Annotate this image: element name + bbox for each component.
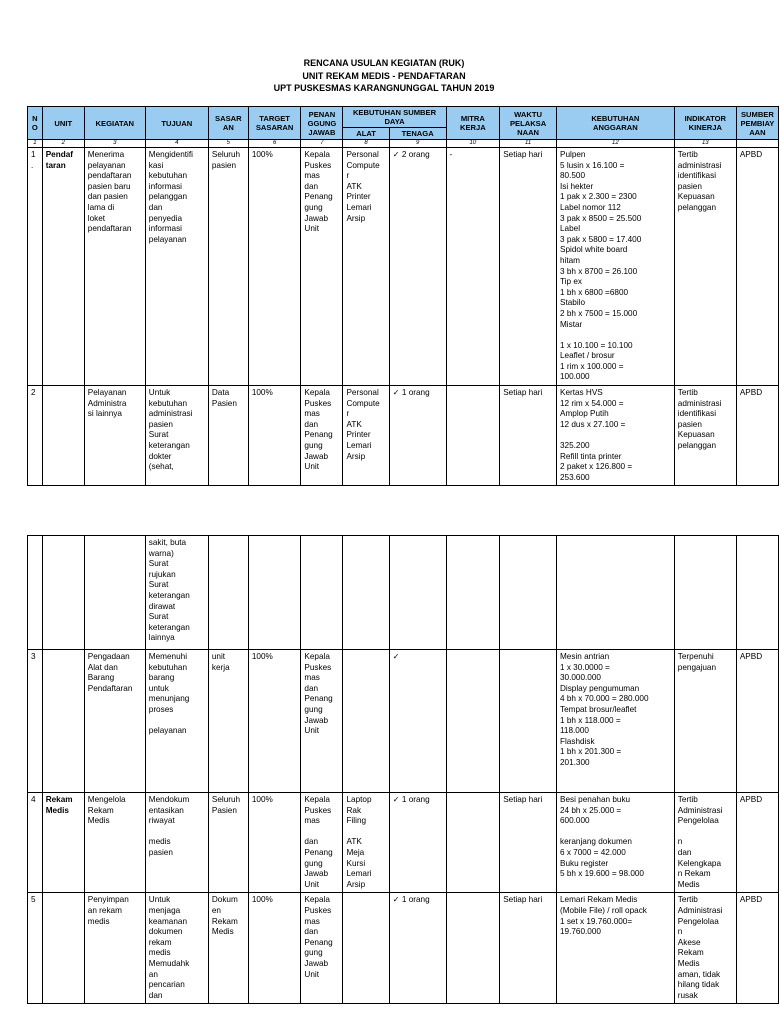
cell-target: 100% — [248, 793, 301, 893]
header-kebutuhan-sumber-daya: KEBUTUHAN SUMBER DAYA — [343, 107, 446, 128]
cell-alat — [343, 536, 389, 650]
cell-anggaran: Pulpen 5 lusin x 16.100 = 80.500 Isi hekter 1 pak x 2.300 = 2300 Label nomor 112 3 pak x 8500 = 25.500 Label 3 pak x 5800 = 17.400 Spidol white board hitam 3 bh x 8700 = 26.100 Tip ex 1 bh x 6800 =6800 Stabilo 2 bh x 7500 = 15.000 Mistar 1 x 10.100 = 10.100 Leaflet / brosur 1 rim x 100.000 = 100.000 — [556, 148, 674, 386]
cell-penanggung: Kepala Puskes mas dan Penang gung Jawab Unit — [301, 793, 343, 893]
cell-anggaran — [556, 536, 674, 650]
cell-tenaga: ✓ 2 orang — [389, 148, 446, 386]
header-anggaran: KEBUTUHAN ANGGARAN — [556, 107, 674, 140]
column-number: 6 — [248, 140, 301, 148]
cell-sumber: APBD — [736, 793, 778, 893]
cell-target: 100% — [248, 386, 301, 486]
table-row — [28, 148, 779, 386]
ruk-table-part-1 — [27, 106, 779, 486]
column-number: 2 — [42, 140, 84, 148]
table-row — [28, 650, 779, 793]
cell-mitra — [446, 893, 500, 1004]
cell-target: 100% — [248, 893, 301, 1004]
cell-anggaran: Kertas HVS 12 rim x 54.000 = Amplop Putih 12 dus x 27.100 = 325.200 Refill tinta printer 2 paket x 126.800 = 253.600 — [556, 386, 674, 486]
cell-target: 100% — [248, 650, 301, 793]
cell-unit — [42, 893, 84, 1004]
cell-unit: Rekam Medis — [42, 793, 84, 893]
cell-tenaga: ✓ 1 orang — [389, 386, 446, 486]
column-number: 9 — [389, 140, 446, 148]
cell-tujuan: Untuk menjaga keamanan dokumen rekam medis Memudahk an pencarian dan — [145, 893, 208, 1004]
header-tujuan: TUJUAN — [145, 107, 208, 140]
cell-anggaran: Lemari Rekam Medis (Mobile File) / roll opack 1 set x 19.760.000= 19.760.000 — [556, 893, 674, 1004]
header-tenaga: TENAGA — [389, 128, 446, 140]
cell-sasaran: Dokum en Rekam Medis — [208, 893, 248, 1004]
cell-tenaga: ✓ — [389, 650, 446, 793]
table-row — [28, 536, 779, 650]
cell-alat — [343, 893, 389, 1004]
column-number-row — [28, 140, 779, 148]
cell-sumber: APBD — [736, 148, 778, 386]
cell-waktu: Setiap hari — [500, 893, 557, 1004]
column-number: 5 — [208, 140, 248, 148]
cell-tujuan: Mengidentifi kasi kebutuhan informasi pelanggan dan penyedia informasi pelayanan — [145, 148, 208, 386]
cell-mitra — [446, 536, 500, 650]
cell-mitra — [446, 793, 500, 893]
column-number: 1 — [28, 140, 43, 148]
cell-alat: Personal Compute r ATK Printer Lemari Arsip — [343, 386, 389, 486]
cell-unit: Pendaf taran — [42, 148, 84, 386]
cell-no: 5 — [28, 893, 43, 1004]
cell-waktu: Setiap hari — [500, 148, 557, 386]
header-penanggung: PENAN GGUNG JAWAB — [301, 107, 343, 140]
column-number: 13 — [674, 140, 736, 148]
cell-kegiatan: Pengadaan Alat dan Barang Pendaftaran — [84, 650, 145, 793]
cell-alat: Personal Compute r ATK Printer Lemari Arsip — [343, 148, 389, 386]
cell-target — [248, 536, 301, 650]
cell-indikator: Tertib administrasi identifikasi pasien Kepuasan pelanggan — [674, 386, 736, 486]
cell-sasaran: unit kerja — [208, 650, 248, 793]
header-waktu: WAKTU PELAKSA NAAN — [500, 107, 557, 140]
cell-sumber: APBD — [736, 893, 778, 1004]
cell-sasaran — [208, 536, 248, 650]
header-mitra: MITRA KERJA — [446, 107, 500, 140]
cell-sasaran: Data Pasien — [208, 386, 248, 486]
cell-alat — [343, 650, 389, 793]
cell-waktu: Setiap hari — [500, 386, 557, 486]
document-title-2: UNIT REKAM MEDIS - PENDAFTARAN — [302, 71, 466, 81]
header-no: N O — [28, 107, 43, 140]
cell-no: 4 — [28, 793, 43, 893]
header-kegiatan: KEGIATAN — [84, 107, 145, 140]
cell-no — [28, 536, 43, 650]
header-sasaran: SASAR AN — [208, 107, 248, 140]
header-alat: ALAT — [343, 128, 389, 140]
cell-waktu: Setiap hari — [500, 793, 557, 893]
cell-mitra — [446, 650, 500, 793]
table-row — [28, 893, 779, 1004]
column-number — [736, 140, 778, 148]
cell-kegiatan — [84, 536, 145, 650]
header-sumber: SUMBER PEMBIAY AAN — [736, 107, 778, 140]
cell-no: 1 . — [28, 148, 43, 386]
table-row — [28, 386, 779, 486]
cell-sumber — [736, 536, 778, 650]
cell-no: 3 — [28, 650, 43, 793]
column-number: 4 — [145, 140, 208, 148]
column-number: 7 — [301, 140, 343, 148]
cell-waktu — [500, 536, 557, 650]
cell-indikator: Terpenuhi pengajuan — [674, 650, 736, 793]
column-number: 11 — [500, 140, 557, 148]
cell-mitra — [446, 386, 500, 486]
cell-tujuan: sakit, buta warna) Surat rujukan Surat keterangan dirawat Surat keterangan lainnya — [145, 536, 208, 650]
cell-no: 2 — [28, 386, 43, 486]
cell-tujuan: Memenuhi kebutuhan barang untuk menunjang proses pelayanan — [145, 650, 208, 793]
cell-kegiatan: Penyimpan an rekam medis — [84, 893, 145, 1004]
cell-tujuan: Mendokum entasikan riwayat medis pasien — [145, 793, 208, 893]
cell-penanggung: Kepala Puskes mas dan Penang gung Jawab Unit — [301, 893, 343, 1004]
ruk-table-part-2 — [27, 535, 779, 1004]
cell-kegiatan: Menerima pelayanan pendaftaran pasien baru dan pasien lama di loket pendaftaran — [84, 148, 145, 386]
cell-tenaga: ✓ 1 orang — [389, 893, 446, 1004]
cell-tujuan: Untuk kebutuhan administrasi pasien Surat keterangan dokter (sehat, — [145, 386, 208, 486]
column-number: 12 — [556, 140, 674, 148]
cell-target: 100% — [248, 148, 301, 386]
cell-indikator: Tertib administrasi identifikasi pasien Kepuasan pelanggan — [674, 148, 736, 386]
cell-penanggung — [301, 536, 343, 650]
cell-sasaran: Seluruh pasien — [208, 148, 248, 386]
header-unit: UNIT — [42, 107, 84, 140]
cell-sumber: APBD — [736, 650, 778, 793]
column-number: 10 — [446, 140, 500, 148]
cell-mitra: - — [446, 148, 500, 386]
column-number: 8 — [343, 140, 389, 148]
cell-unit — [42, 386, 84, 486]
cell-tenaga — [389, 536, 446, 650]
cell-sumber: APBD — [736, 386, 778, 486]
cell-alat: Laptop Rak Filing ATK Meja Kursi Lemari Arsip — [343, 793, 389, 893]
cell-sasaran: Seluruh Pasien — [208, 793, 248, 893]
header-target: TARGET SASARAN — [248, 107, 301, 140]
cell-unit — [42, 650, 84, 793]
cell-anggaran: Mesin antrian 1 x 30.0000 = 30.000.000 Display pengumuman 4 bh x 70.000 = 280.000 Tempat brosur/leaflet 1 bh x 118.000 = 118.000 Flashdisk 1 bh x 201.300 = 201.300 — [556, 650, 674, 793]
column-number: 3 — [84, 140, 145, 148]
cell-kegiatan: Mengelola Rekam Medis — [84, 793, 145, 893]
cell-penanggung: Kepala Puskes mas dan Penang gung Jawab Unit — [301, 650, 343, 793]
cell-tenaga: ✓ 1 orang — [389, 793, 446, 893]
cell-penanggung: Kepala Puskes mas dan Penang gung Jawab Unit — [301, 386, 343, 486]
cell-unit — [42, 536, 84, 650]
header-indikator: INDIKATOR KINERJA — [674, 107, 736, 140]
document-title-1: RENCANA USULAN KEGIATAN (RUK) — [303, 58, 465, 68]
cell-indikator: Tertib Administrasi Pengelolaa n dan Kelengkapa n Rekam Medis — [674, 793, 736, 893]
cell-indikator: Tertib Administrasi Pengelolaa n Akese Rekam Medis aman, tidak hilang tidak rusak — [674, 893, 736, 1004]
cell-waktu — [500, 650, 557, 793]
table-row — [28, 793, 779, 893]
cell-penanggung: Kepala Puskes mas dan Penang gung Jawab Unit — [301, 148, 343, 386]
document-title-3: UPT PUSKESMAS KARANGNUNGGAL TAHUN 2019 — [273, 83, 495, 93]
cell-kegiatan: Pelayanan Administra si lainnya — [84, 386, 145, 486]
cell-indikator — [674, 536, 736, 650]
cell-anggaran: Besi penahan buku 24 bh x 25.000 = 600.000 keranjang dokumen 6 x 7000 = 42.000 Buku register 5 bh x 19.600 = 98.000 — [556, 793, 674, 893]
